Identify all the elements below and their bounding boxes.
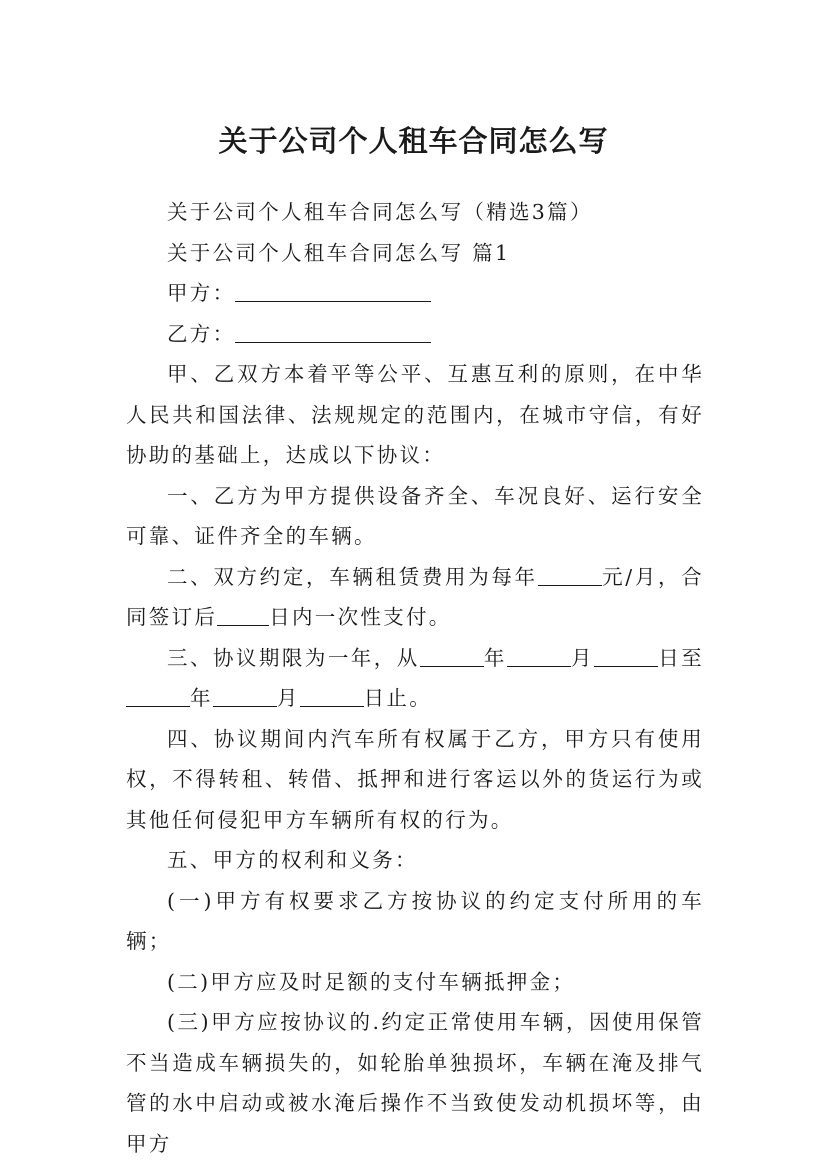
clause-5-heading: 五、甲方的权利和义务： <box>167 848 418 872</box>
party-a-label: 甲方： <box>167 281 236 305</box>
clause-3 <box>126 638 704 719</box>
clause-5-item-2: (二)甲方应及时足额的支付车辆抵押金； <box>167 969 576 994</box>
clause-1: 一、乙方为甲方提供设备齐全、车况良好、运行安全可靠、证件齐全的车辆。 <box>126 483 704 548</box>
end-year-blank <box>126 684 190 707</box>
party-a-blank <box>235 279 431 302</box>
start-day-blank <box>594 644 658 667</box>
party-b-label: 乙方： <box>167 321 236 346</box>
paragraph-section-heading: 关于公司个人租车合同怎么写 篇1 <box>167 240 511 265</box>
document-body <box>126 192 704 1164</box>
clause-2-text-a: 二、双方约定，车辆租赁费用为每年 <box>167 564 538 589</box>
clause-5-item-1: (一)甲方有权要求乙方按协议的约定支付所用的车辆； <box>126 888 704 953</box>
document-title: 关于公司个人租车合同怎么写 <box>218 124 609 159</box>
clause-4: 四、协议期间内汽车所有权属于乙方，甲方只有使用权，不得转租、转借、抵押和进行客运以外的货运行为或其他任何侵犯甲方车辆所有权的行为。 <box>126 726 704 832</box>
start-year-blank <box>420 644 484 667</box>
end-month-blank <box>213 684 277 707</box>
end-day-blank <box>300 684 364 707</box>
paragraph-preamble: 甲、乙双方本着平等公平、互惠互利的原则，在中华人民共和国法律、法规规定的范围内，在城市守信，有好协助的基础上，达成以下协议： <box>126 362 704 467</box>
party-b-blank <box>235 320 431 343</box>
clause-3-text-d: 日至 <box>658 645 704 670</box>
clause-3-text-f: 月 <box>276 686 300 710</box>
clause-2-text-c: 日内一次性支付。 <box>269 605 452 629</box>
days-blank <box>217 603 269 626</box>
clause-3-text-a: 三、协议期限为一年，从 <box>167 645 420 670</box>
fee-blank <box>538 563 602 586</box>
clause-3-text-g: 日止。 <box>363 686 433 710</box>
clause-3-text-c: 月 <box>570 645 595 670</box>
clause-3-text-e: 年 <box>190 686 213 710</box>
paragraph-subtitle: 关于公司个人租车合同怎么写（精选3篇） <box>167 200 593 224</box>
party-b-line <box>126 314 704 355</box>
clause-3-text-b: 年 <box>483 645 507 670</box>
party-a-line <box>126 273 704 314</box>
clause-5-item-3: (三)甲方应按协议的.约定正常使用车辆，因使用保管不当造成车辆损失的，如轮胎单独损坏，车辆在淹及排气管的水中启动或被水淹后操作不当致使发动机损坏等，由甲方 <box>126 1010 704 1156</box>
clause-2 <box>126 557 704 638</box>
start-month-blank <box>507 644 571 667</box>
clause-2-text-b: 元/月，合同签订后 <box>126 564 704 629</box>
